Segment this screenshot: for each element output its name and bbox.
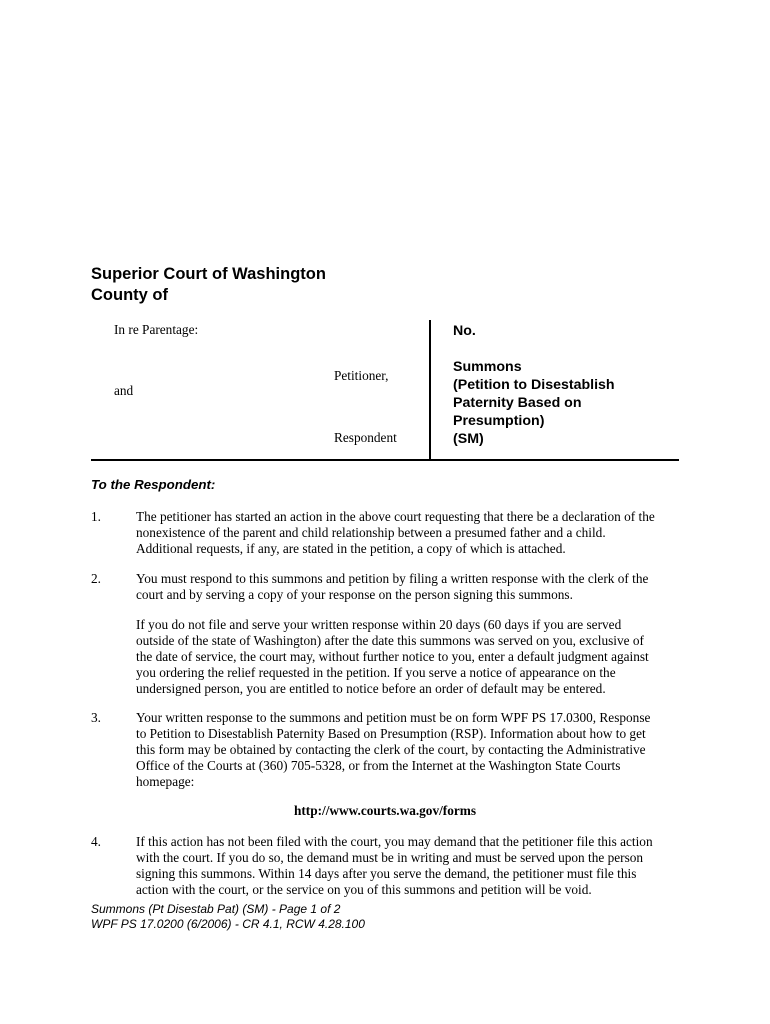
petitioner-label: Petitioner,: [334, 368, 389, 383]
item-number: 3.: [91, 710, 101, 725]
item-number: 2.: [91, 571, 101, 586]
text-line: this form may be obtained by contacting the clerk of the court, by contacting the Administrative: [136, 742, 646, 757]
document-title-line: Summons: [453, 359, 522, 375]
page-footer: [91, 902, 365, 932]
court-name: Superior Court of Washington: [91, 265, 326, 283]
and-label: and: [114, 383, 134, 398]
text-line: Office of the Courts at (360) 705-5328, or from the Internet at the Washington State Courts: [136, 758, 621, 773]
text-line: undersigned person, you are entitled to notice before an order of default may be entered.: [136, 681, 606, 696]
item-text: [136, 509, 681, 557]
text-line: action with the court, or the service on you of this summons and petition will be void.: [136, 882, 592, 897]
text-line: If this action has not been filed with the court, you may demand that the petitioner file this action: [136, 834, 653, 849]
text-line: Your written response to the summons and petition must be on form WPF PS 17.0300, Response: [136, 710, 651, 725]
text-line: Additional requests, if any, are stated in the petition, a copy of which is attached.: [136, 541, 566, 556]
document-title: [453, 358, 615, 448]
respondent-label: Respondent: [334, 430, 397, 445]
item2-default-notice: [136, 617, 681, 697]
text-line: the date of service, the court may, without further notice to you, enter a default judgment against: [136, 649, 649, 664]
to-respondent-heading: To the Respondent:: [91, 477, 216, 492]
footer-form-id: WPF PS 17.0200 (6/2006) - CR 4.1, RCW 4.28.100: [91, 917, 365, 931]
text-line: If you do not file and serve your written response within 20 days (60 days if you are served: [136, 617, 622, 632]
county-line: County of: [91, 286, 168, 304]
text-line: nonexistence of the parent and child relationship between a presumed father and a child.: [136, 525, 606, 540]
document-title-line: (SM): [453, 431, 484, 447]
caption-case-info: [453, 320, 615, 448]
document-title-line: Paternity Based on: [453, 395, 582, 411]
document-title-line: (Petition to Disestablish: [453, 377, 615, 393]
text-line: signing this summons. Within 14 days after you serve the demand, the petitioner must file this: [136, 866, 637, 881]
text-line: court and by serving a copy of your response on the person signing this summons.: [136, 587, 573, 602]
in-re-label: In re Parentage:: [114, 322, 199, 337]
item-text: [136, 710, 681, 790]
caption-parties: [91, 320, 431, 460]
case-number-label: No.: [453, 323, 476, 339]
courts-forms-link[interactable]: http://www.courts.wa.gov/forms: [293, 803, 477, 818]
item-number: 4.: [91, 834, 101, 849]
text-line: outside of the state of Washington) after the date this summons was served on you, exclusive of: [136, 633, 644, 648]
text-line: You must respond to this summons and petition by filing a written response with the clerk of the: [136, 571, 649, 586]
text-line: you ordering the relief requested in the petition. If you serve a notice of appearance on the: [136, 665, 616, 680]
footer-page-info: Summons (Pt Disestab Pat) (SM) - Page 1 of 2: [91, 902, 341, 916]
item-number: 1.: [91, 509, 101, 524]
text-line: The petitioner has started an action in the above court requesting that there be a declaration of the: [136, 509, 655, 524]
document-title-line: Presumption): [453, 413, 545, 429]
text-line: homepage:: [136, 774, 195, 789]
item-text: [136, 834, 681, 898]
caption-rule: [91, 459, 679, 461]
item-text: [136, 571, 681, 603]
text-line: with the court. If you do so, the demand must be in writing and must be served upon the person: [136, 850, 644, 865]
text-line: to Petition to Disestablish Paternity Based on Presumption (RSP). Information about how to get: [136, 726, 646, 741]
court-header: [91, 264, 326, 306]
caption-divider: [429, 320, 431, 460]
